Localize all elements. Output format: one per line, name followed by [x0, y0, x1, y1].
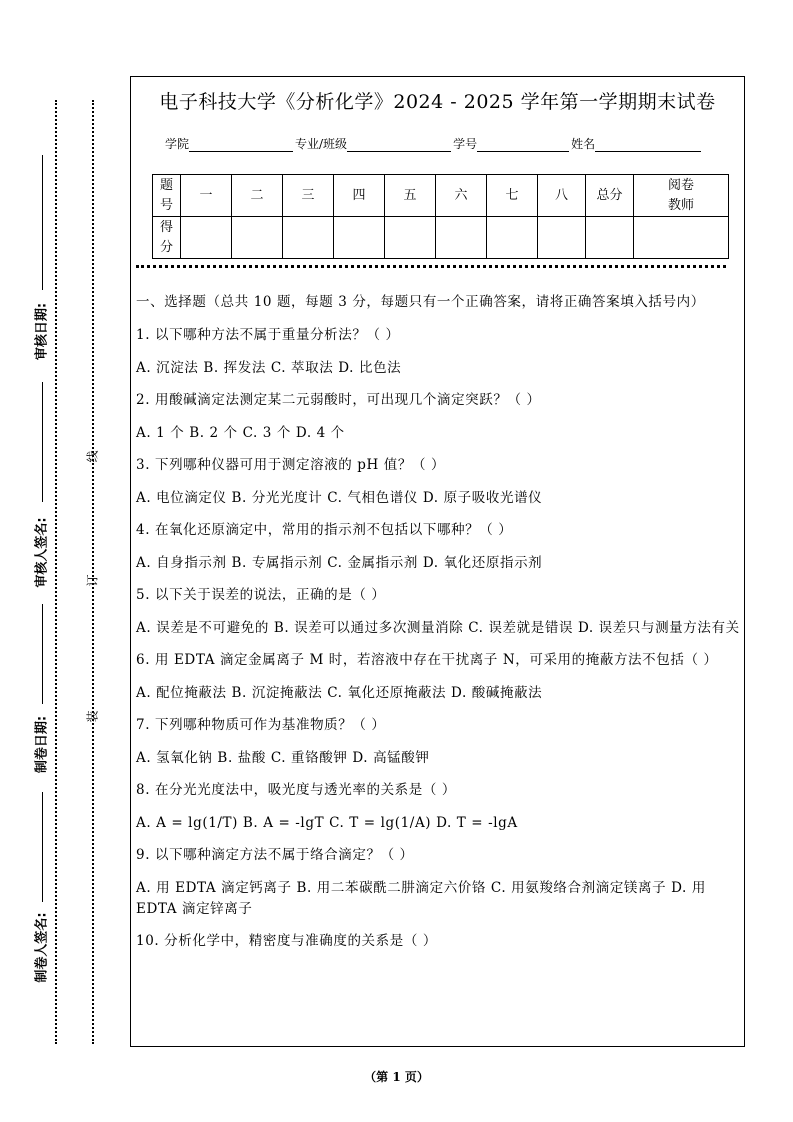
preparer-signature-label: 制卷人签名: — [34, 912, 50, 983]
major-class-label: 专业/班级 — [295, 137, 348, 151]
question-text: 10. 分析化学中，精密度与准确度的关系是（ ） — [136, 933, 437, 949]
college-field[interactable] — [189, 139, 293, 152]
question-options: A. 误差是不可避免的 B. 误差可以通过多次测量消除 C. 误差就是错误 D. 误差只与测量方法有关 — [136, 619, 740, 636]
question-text: 2. 用酸碱滴定法测定某二元弱酸时，可出现几个滴定突跃？（ ） — [136, 392, 541, 408]
column-header: 七 — [487, 175, 538, 217]
score-row-header: 得 分 — [153, 217, 181, 259]
exam-title: 电子科技大学《分析化学》2024 - 2025 学年第一学期期末试卷 — [159, 91, 716, 113]
score-cell-grader[interactable] — [634, 217, 729, 259]
question-text: 9. 以下哪种滴定方法不属于络合滴定？（ ） — [136, 847, 414, 863]
binding-mark-staple: 订 — [85, 574, 100, 587]
question-options: A. 1 个 B. 2 个 C. 3 个 D. 4 个 — [136, 424, 345, 441]
binding-mark-line: 线 — [85, 450, 100, 463]
section-heading: 一、选择题（总共 10 题，每题 3 分，每题只有一个正确答案，请将正确答案填入括号内） — [136, 294, 705, 310]
score-cell[interactable] — [538, 217, 586, 259]
section-content — [136, 292, 740, 964]
score-table — [152, 174, 729, 259]
binding-mark-bind: 装 — [85, 710, 100, 723]
signature-line — [42, 155, 43, 290]
question-options: A. 氢氧化钠 B. 盐酸 C. 重铬酸钾 D. 高锰酸钾 — [136, 749, 430, 766]
question-text: 6. 用 EDTA 滴定金属离子 M 时，若溶液中存在干扰离子 N，可采用的掩蔽方法不包括（ ） — [136, 652, 718, 668]
question-options: A. 自身指示剂 B. 专属指示剂 C. 金属指示剂 D. 氧化还原指示剂 — [136, 554, 543, 571]
signature-line — [42, 382, 43, 502]
preparation-date-label: 制卷日期: — [34, 715, 50, 774]
reviewer-signature-label: 审核人签名: — [34, 517, 50, 588]
question-options: A. 用 EDTA 滴定钙离子 B. 用二苯碳酰二肼滴定六价铬 C. 用氨羧络合剂滴定镁离子 D. 用 EDTA 滴定锌离子 — [136, 879, 706, 917]
column-header-total: 总分 — [586, 175, 634, 217]
question-options: A. A = lg(1/T) B. A = -lgT C. T = lg(1/A) D. T = -lgA — [136, 814, 518, 831]
column-header: 三 — [283, 175, 334, 217]
name-label: 姓名 — [571, 137, 596, 151]
binding-dotted-line-inner — [92, 100, 94, 1044]
score-cell[interactable] — [283, 217, 334, 259]
question-options: A. 配位掩蔽法 B. 沉淀掩蔽法 C. 氧化还原掩蔽法 D. 酸碱掩蔽法 — [136, 684, 543, 701]
column-header: 二 — [232, 175, 283, 217]
question-options: A. 电位滴定仪 B. 分光光度计 C. 气相色谱仪 D. 原子吸收光谱仪 — [136, 489, 543, 506]
column-header: 八 — [538, 175, 586, 217]
column-header: 五 — [385, 175, 436, 217]
column-header: 四 — [334, 175, 385, 217]
student-id-label: 学号 — [453, 137, 478, 151]
score-cell[interactable] — [436, 217, 487, 259]
page-number: （第 1 页） — [364, 1070, 429, 1084]
signature-line — [42, 792, 43, 902]
score-cell[interactable] — [232, 217, 283, 259]
score-cell[interactable] — [334, 217, 385, 259]
column-header: 一 — [181, 175, 232, 217]
major-class-field[interactable] — [347, 139, 451, 152]
name-field[interactable] — [595, 139, 701, 152]
column-header-grader: 阅卷 教师 — [634, 175, 729, 217]
score-cell-total[interactable] — [586, 217, 634, 259]
student-id-field[interactable] — [477, 139, 569, 152]
question-number-header: 题 号 — [153, 175, 181, 217]
student-info-row — [165, 135, 703, 152]
question-options: A. 沉淀法 B. 挥发法 C. 萃取法 D. 比色法 — [136, 359, 402, 376]
question-text: 4. 在氧化还原滴定中，常用的指示剂不包括以下哪种？（ ） — [136, 522, 513, 538]
score-cell[interactable] — [487, 217, 538, 259]
score-cell[interactable] — [181, 217, 232, 259]
question-text: 8. 在分光光度法中，吸光度与透光率的关系是（ ） — [136, 782, 456, 798]
exam-frame — [130, 76, 745, 1047]
score-cell[interactable] — [385, 217, 436, 259]
question-text: 5. 以下关于误差的说法，正确的是（ ） — [136, 587, 386, 603]
question-text: 3. 下列哪种仪器可用于测定溶液的 pH 值？（ ） — [136, 457, 446, 473]
review-date-label: 审核日期: — [34, 302, 50, 361]
dotted-divider — [136, 265, 726, 268]
column-header: 六 — [436, 175, 487, 217]
question-text: 7. 下列哪种物质可作为基准物质？（ ） — [136, 717, 386, 733]
question-text: 1. 以下哪种方法不属于重量分析法？（ ） — [136, 327, 400, 343]
college-label: 学院 — [165, 137, 190, 151]
binding-dotted-line-outer — [55, 100, 57, 1044]
